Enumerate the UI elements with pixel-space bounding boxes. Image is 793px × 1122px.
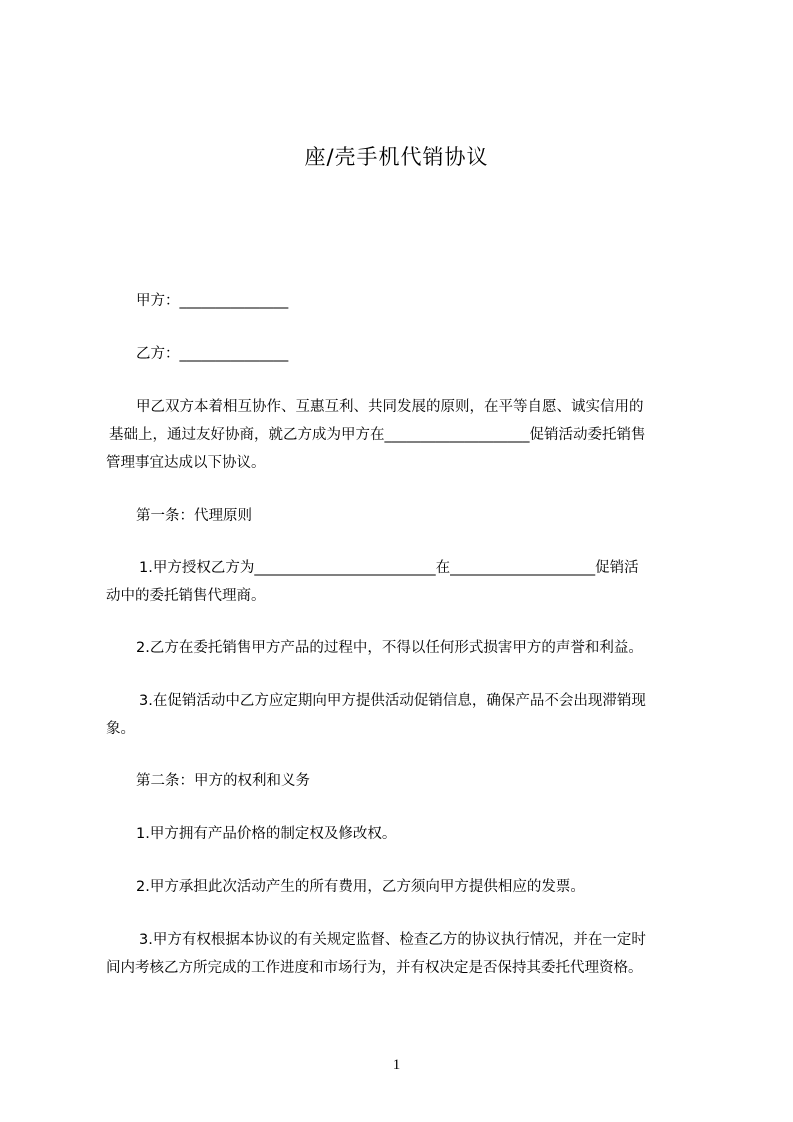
intro-line-1: 甲乙双方本着相互协作、互惠互利、共同发展的原则，在平等自愿、诚实信用的 <box>136 399 644 415</box>
document-title: 座/壳手机代销协议 <box>304 145 489 169</box>
article-1-item-3-line-2: 象。 <box>106 721 135 737</box>
article-2-item-3-line-2: 间内考核乙方所完成的工作进度和市场行为，并有权决定是否保持其委托代理资格。 <box>106 960 643 976</box>
article-1-item-3-line-1: 3.在促销活动中乙方应定期向甲方提供活动促销信息，确保产品不会出现滞销现 <box>139 693 646 709</box>
article-1-item-1-line-2: 动中的委托销售代理商。 <box>106 588 266 604</box>
article-1-item-1-line-1: 1.甲方授权乙方为_________________________在____________________促销活 <box>139 560 639 576</box>
article-1-item-2: 2.乙方在委托销售甲方产品的过程中，不得以任何形式损害甲方的声誉和利益。 <box>136 640 643 656</box>
intro-line-2: 基础上，通过友好协商，就乙方成为甲方在____________________促销活动委托销售 <box>109 427 646 443</box>
article-1-heading: 第一条：代理原则 <box>136 508 252 524</box>
party-a-line: 甲方：_______________ <box>136 293 289 309</box>
party-b-line: 乙方：_______________ <box>136 346 289 362</box>
article-2-item-3-line-1: 3.甲方有权根据本协议的有关规定监督、检查乙方的协议执行情况，并在一定时 <box>139 932 646 948</box>
page-number: 1 <box>392 1057 401 1073</box>
article-2-item-1: 1.甲方拥有产品价格的制定权及修改权。 <box>136 826 397 842</box>
article-2-item-2: 2.甲方承担此次活动产生的所有费用，乙方须向甲方提供相应的发票。 <box>136 879 585 895</box>
article-2-heading: 第二条：甲方的权利和义务 <box>136 773 310 789</box>
intro-line-3: 管理事宜达成以下协议。 <box>106 455 266 471</box>
